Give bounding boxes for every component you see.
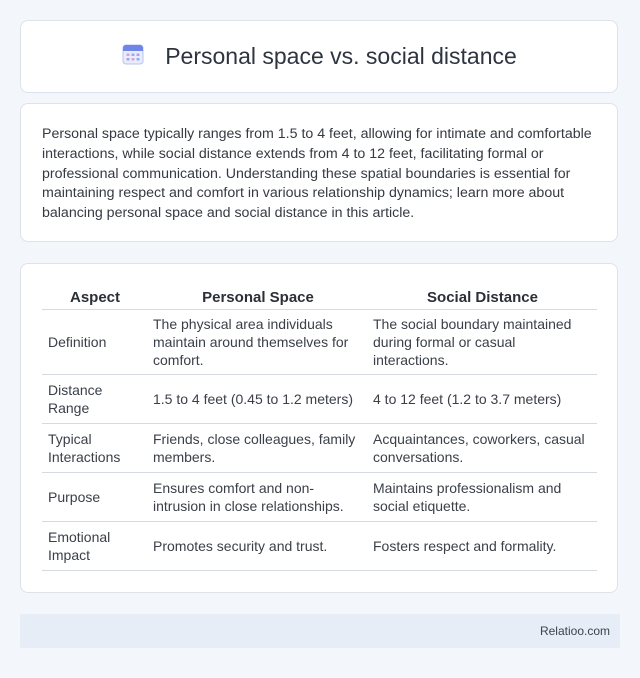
intro-card [20, 103, 618, 242]
table-row [42, 375, 597, 424]
footer-site-link[interactable]: Relatioo.com [539, 624, 610, 638]
header-social-distance: Social Distance [368, 285, 597, 310]
header-personal-space: Personal Space [148, 285, 368, 310]
personal-space-cell: Friends, close colleagues, family members. [148, 424, 368, 473]
comparison-table [42, 285, 597, 571]
intro-paragraph: Personal space typically ranges from 1.5 to 4 feet, allowing for intimate and comfortable interactions, while social distance extends from 4 to 12 feet, facilitating formal or professional communication. Understanding these spatial boundaries is essential for maintaining respect and comfort in various relationship dynamics; learn more about balancing personal space and social distance in this article. [42, 126, 592, 222]
table-row [42, 522, 597, 571]
social-distance-cell: The social boundary maintained during formal or casual interactions. [368, 310, 597, 375]
personal-space-cell: The physical area individuals maintain around themselves for comfort. [148, 310, 368, 375]
social-distance-cell: Acquaintances, coworkers, casual conversations. [368, 424, 597, 473]
row-label: Purpose [42, 473, 148, 522]
footer-bar [20, 614, 620, 648]
social-distance-cell: Fosters respect and formality. [368, 522, 597, 571]
social-distance-cell: Maintains professionalism and social etiquette. [368, 473, 597, 522]
personal-space-cell: Ensures comfort and non-intrusion in close relationships. [148, 473, 368, 522]
comparison-table-card [20, 263, 618, 593]
header-aspect: Aspect [42, 285, 148, 310]
social-distance-cell: 4 to 12 feet (1.2 to 3.7 meters) [368, 375, 597, 424]
row-label: Emotional Impact [42, 522, 148, 571]
row-label: Distance Range [42, 375, 148, 424]
table-row [42, 424, 597, 473]
personal-space-cell: Promotes security and trust. [148, 522, 368, 571]
title-card [20, 20, 618, 93]
table-row [42, 473, 597, 522]
table-row [42, 310, 597, 375]
page-title: Personal space vs. social distance [165, 43, 517, 69]
row-label: Typical Interactions [42, 424, 148, 473]
row-label: Definition [42, 310, 148, 375]
table-header-row [42, 285, 597, 310]
calendar-icon [121, 42, 145, 71]
personal-space-cell: 1.5 to 4 feet (0.45 to 1.2 meters) [148, 375, 368, 424]
title-wrap [121, 42, 517, 71]
